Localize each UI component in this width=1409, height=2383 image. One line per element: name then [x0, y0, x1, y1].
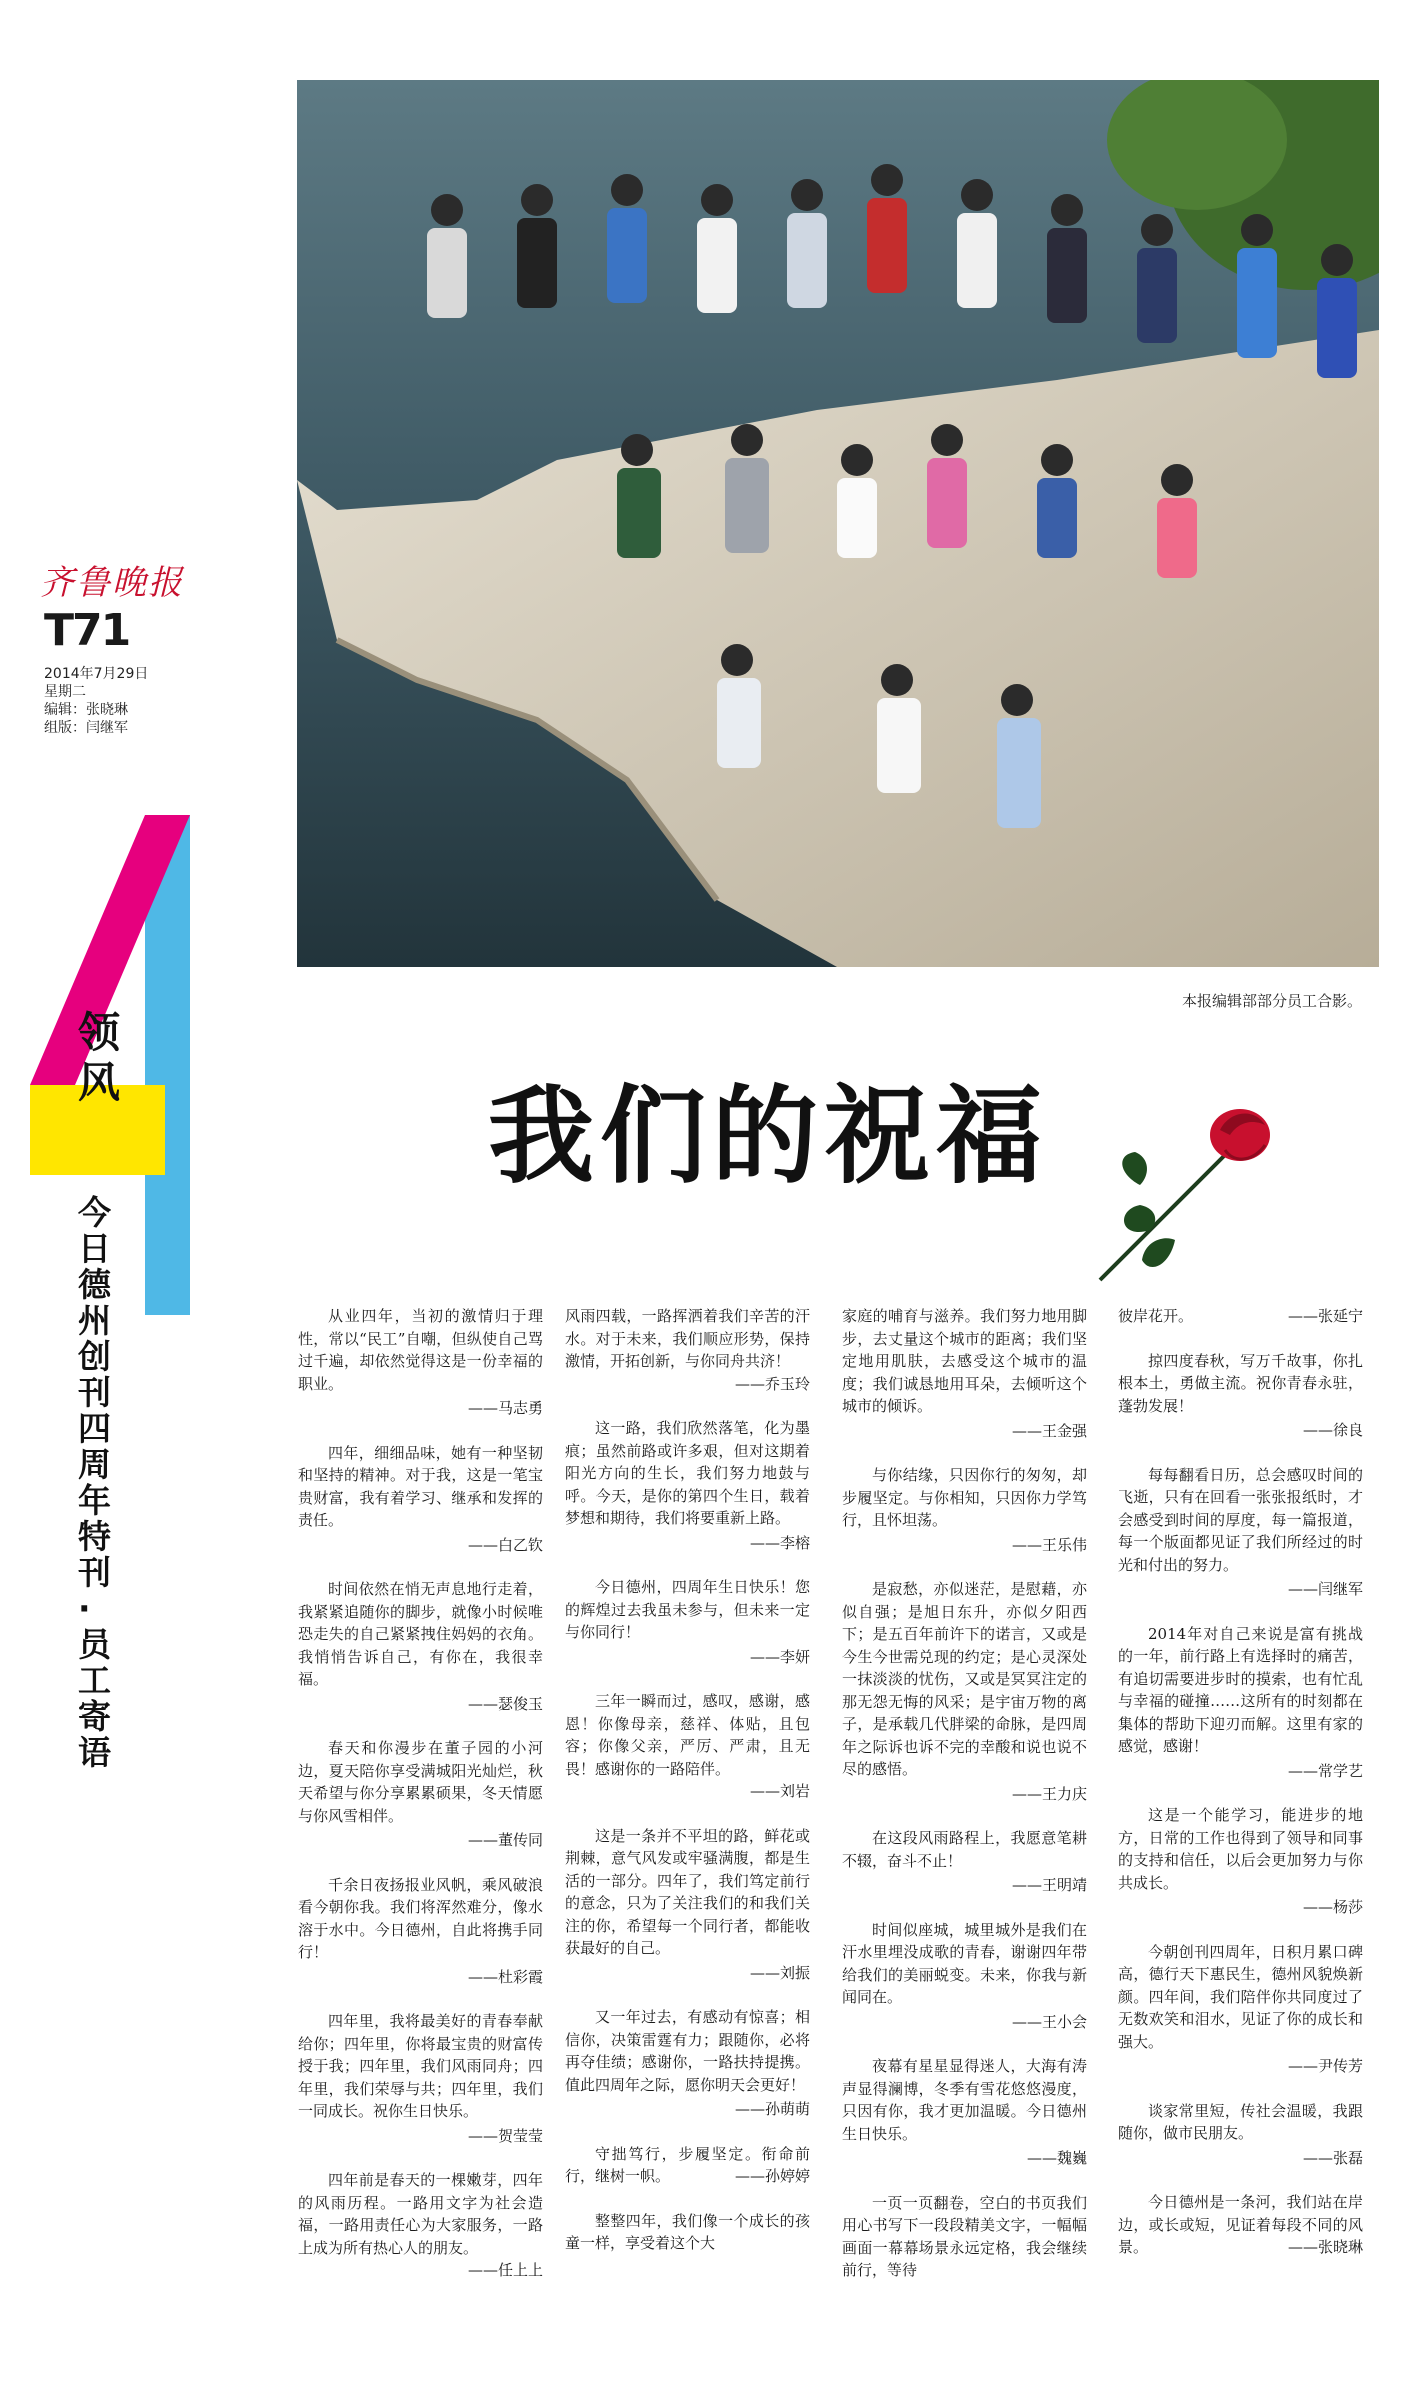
- message-entry: [565, 1690, 810, 1803]
- message-text: [1118, 1804, 1363, 1894]
- message-text: [1118, 1623, 1363, 1758]
- message-signature: ——马志勇: [467, 1399, 543, 1417]
- message-entry: [1118, 1804, 1363, 1919]
- message-text: [298, 1737, 543, 1827]
- message-entry: [1118, 1941, 1363, 2078]
- message-body: 每每翻看日历，总会感叹时间的飞逝，只有在回看一张张报纸时，才会感受到时间的厚度，每一篇报道，每一个版面都见证了我们所经过的时光和付出的努力。: [1118, 1465, 1363, 1574]
- message-entry: [842, 1305, 1087, 1442]
- message-text: [298, 1442, 543, 1532]
- message-text: [1118, 1941, 1363, 2054]
- message-signature: ——王力庆: [1011, 1784, 1087, 1803]
- message-entry: [842, 1578, 1087, 1805]
- message-signature: ——李榕: [749, 1533, 810, 1552]
- message-text: [565, 1305, 810, 1393]
- message-entry: [565, 1576, 810, 1668]
- message-body: 谈家常里短，传社会温暖，我跟随你，做市民朋友。: [1118, 2101, 1363, 2142]
- message-entry: [1118, 1305, 1363, 1328]
- message-signature: ——尹传芳: [1287, 2057, 1363, 2075]
- message-text: [565, 2006, 810, 2096]
- message-signature: ——贺莹莹: [467, 2126, 543, 2145]
- message-body: 今日德州是一条河，我们站在岸边，或长或短，见证着每段不同的风景。: [1118, 2193, 1363, 2256]
- article-column-2: [565, 1305, 810, 2277]
- message-signature: ——刘振: [749, 1963, 810, 1982]
- message-body: 四年，细细品味，她有一种坚韧和坚持的精神。对于我，这是一笔宝贵财富，我有着学习、继承和发挥的责任。: [298, 1443, 543, 1529]
- message-text: [298, 2010, 543, 2123]
- message-entry: [298, 2169, 543, 2282]
- message-text: [298, 1305, 543, 1395]
- message-body: 守拙笃行，步履坚定。衔命前行，继树一帜。: [565, 2144, 810, 2185]
- message-entry: [298, 1305, 543, 1420]
- message-entry: [1118, 1464, 1363, 1601]
- message-signature: ——张晓琳: [1287, 2238, 1363, 2256]
- message-signature: ——王乐伟: [1011, 1535, 1087, 1554]
- message-text: [842, 1919, 1087, 2009]
- staff-group-photo: [297, 80, 1379, 967]
- rose-icon: [1080, 1090, 1280, 1290]
- message-body: 是寂愁，亦似迷茫，是慰藉，亦似自强；是旭日东升，亦似夕阳西下；是五百年前许下的诺言，又或是今生今世需兑现的约定；是心灵深处一抹淡淡的忧伤，又或是冥冥注定的那无怨无悔的风采；是宇宙万物的离子，是承载几代胖梁的命脉，是四周年之际诉也诉不完的幸酸和说也说不尽的感悟。: [842, 1580, 1087, 1778]
- message-body: 彼岸花开。: [1118, 1307, 1194, 1325]
- message-body: 又一年过去，有感动有惊喜；相信你，决策雷霆有力；跟随你，必将再夺佳绩；感谢你，一路扶持提携。值此四周年之际，愿你明天会更好！: [565, 2008, 810, 2094]
- message-body: 四年前是春天的一棵嫩芽，四年的风雨历程。一路用文字为社会造福，一路用责任心为大家服务，一路上成为所有热心人的朋友。: [298, 2171, 543, 2257]
- issue-weekday: 星期二: [44, 684, 86, 700]
- section-name: 领风: [78, 1008, 121, 1107]
- message-signature: ——王小会: [1011, 2012, 1087, 2031]
- message-body: 今朝创刊四周年，日积月累口碑高，德行天下惠民生，德州风貌焕新颜。四年间，我们陪伴你共同度过了无数欢笑和泪水，见证了你的成长和强大。: [1118, 1942, 1363, 2051]
- message-text: [565, 1576, 810, 1644]
- message-signature: ——徐良: [1302, 1421, 1363, 1439]
- message-signature: ——杜彩霞: [467, 1967, 543, 1986]
- message-entry: [842, 2192, 1087, 2282]
- message-body: 与你结缘，只因你行的匆匆，却步履坚定。与你相知，只因你力学笃行，且怀坦荡。: [842, 1466, 1087, 1529]
- message-body: 从业四年，当初的激情归于理性，常以“民工”自嘲，但纵使自己骂过千遍，却依然觉得这是一份幸福的职业。: [298, 1307, 543, 1393]
- message-entry: [842, 1919, 1087, 2034]
- special-issue-title: 今日德州创刊四周年特刊·员工寄语: [78, 1193, 111, 1772]
- message-text: [842, 1464, 1087, 1532]
- message-signature: ——任上上: [467, 2261, 543, 2279]
- message-entry: [565, 2006, 810, 2121]
- message-signature: ——孙婷婷: [734, 2167, 810, 2185]
- message-body: 春天和你漫步在董子园的小河边，夏天陪你享受满城阳光灿烂，秋天希望与你分享累累硕果，冬天情愿与你风雪相伴。: [298, 1739, 543, 1825]
- message-text: [842, 1827, 1087, 1872]
- message-signature: ——李妍: [749, 1647, 810, 1666]
- message-text: [298, 1874, 543, 1964]
- message-text: [842, 1305, 1087, 1418]
- message-body: 风雨四载，一路挥洒着我们辛苦的汗水。对于未来，我们顺应形势，保持激情，开拓创新，与你同舟共济！: [565, 1307, 810, 1370]
- message-entry: [842, 1464, 1087, 1556]
- message-text: [1118, 2191, 1363, 2259]
- message-entry: [298, 1578, 543, 1715]
- article-column-3: [842, 1305, 1087, 2304]
- newspaper-logo: 齐鲁晚报: [40, 563, 184, 603]
- message-text: [842, 1578, 1087, 1781]
- page-number: T71: [44, 605, 130, 656]
- message-entry: [298, 1442, 543, 1557]
- message-entry: [298, 1874, 543, 1989]
- message-body: 掠四度春秋，写万千故事，你扎根本土，勇做主流。祝你青春永驻，蓬勃发展！: [1118, 1351, 1363, 1415]
- message-text: [1118, 2100, 1363, 2145]
- editor-credit: 编辑：张晓琳: [44, 702, 128, 718]
- message-text: [565, 1825, 810, 1960]
- message-body: 整整四年，我们像一个成长的孩童一样，享受着这个大: [565, 2211, 810, 2252]
- message-entry: [298, 2010, 543, 2147]
- message-signature: ——魏巍: [1026, 2149, 1087, 2167]
- message-body: 时间似座城，城里城外是我们在汗水里埋没成歌的青春，谢谢四年带给我们的美丽蜕变。未来，你我与新闻同在。: [842, 1920, 1087, 2006]
- layout-credit: 组版：闫继军: [44, 720, 128, 736]
- message-signature: ——孙萌萌: [734, 2100, 810, 2118]
- message-text: [842, 2055, 1087, 2145]
- message-entry: [1118, 2191, 1363, 2259]
- message-signature: ——王金强: [1011, 1421, 1087, 1440]
- message-body: 2014年对自己来说是富有挑战的一年，前行路上有选择时的痛苦，有追切需要进步时的摸索，也有忙乱与幸福的碰撞……这所有的时刻都在集体的帮助下迎刃而解。这里有家的感觉，感谢！: [1118, 1624, 1363, 1755]
- message-text: [565, 2143, 810, 2188]
- message-body: 在这段风雨路程上，我愿意笔耕不辍，奋斗不止！: [842, 1829, 1087, 1870]
- message-entry: [1118, 1623, 1363, 1783]
- article-column-4: [1118, 1305, 1363, 2281]
- message-entry: [565, 1417, 810, 1554]
- message-body: 夜幕有星星显得迷人，大海有涛声显得澜博，冬季有雪花悠悠漫度，只因有你，我才更加温暖。今日德州生日快乐。: [842, 2057, 1087, 2143]
- issue-date: 2014年7月29日: [44, 666, 149, 682]
- message-entry: [298, 1737, 543, 1852]
- message-signature: ——张延宁: [1287, 1307, 1363, 1325]
- message-signature: ——刘岩: [749, 1782, 810, 1800]
- message-body: 家庭的哺育与滋养。我们努力地用脚步，去丈量这个城市的距离；我们坚定地用肌肤，去感受这个城市的温度；我们诚恳地用耳朵，去倾听这个城市的倾诉。: [842, 1307, 1087, 1415]
- message-body: 今日德州，四周年生日快乐！您的辉煌过去我虽未参与，但未来一定与你同行！: [565, 1578, 810, 1641]
- photo-caption: 本报编辑部部分员工合影。: [1181, 992, 1362, 1010]
- message-text: [842, 2192, 1087, 2282]
- message-body: 千余日夜扬报业风帆，乘风破浪看今朝你我。我们将浑然难分，像水溶于水中。今日德州，自此将携手同行！: [298, 1875, 543, 1961]
- message-text: [298, 1578, 543, 1691]
- message-body: 这是一条并不平坦的路，鲜花或荆棘，意气风发或牢骚满腹，都是生活的一部分。四年了，我们笃定前行的意念，只为了关注我们的和我们关注的你，希望每一个同行者，都能收获最好的自己。: [565, 1826, 810, 1957]
- message-text: [1118, 1464, 1363, 1577]
- message-text: [1118, 1305, 1363, 1328]
- message-body: 三年一瞬而过，感叹，感谢，感恩！你像母亲，慈祥、体贴，且包容；你像父亲，严厉、严肃，且无畏！感谢你的一路陪伴。: [565, 1692, 810, 1778]
- message-entry: [565, 1305, 810, 1395]
- message-signature: ——常学艺: [1287, 1761, 1363, 1780]
- headline: 我们的祝福: [488, 1073, 1048, 1198]
- message-signature: ——乔玉玲: [734, 1374, 810, 1393]
- message-body: 这一路，我们欣然落笔，化为墨痕；虽然前路或许多艰，但对这期着阳光方向的生长，我们努力地鼓与呼。今天，是你的第四个生日，载着梦想和期待，我们将要重新上路。: [565, 1419, 810, 1527]
- message-entry: [842, 1827, 1087, 1897]
- message-signature: ——张磊: [1302, 2148, 1363, 2167]
- message-signature: ——董传同: [467, 1831, 543, 1849]
- issue-meta: [44, 665, 148, 737]
- message-entry: [842, 2055, 1087, 2170]
- message-entry: [1118, 2100, 1363, 2170]
- message-text: [565, 1690, 810, 1800]
- message-text: [565, 2210, 810, 2255]
- message-signature: ——王明靖: [1011, 1876, 1087, 1894]
- message-entry: [565, 2210, 810, 2255]
- message-body: 四年里，我将最美好的青春奉献给你；四年里，你将最宝贵的财富传授于我；四年里，我们风雨同舟；四年里，我们荣辱与共；四年里，我们一同成长。祝你生日快乐。: [298, 2012, 543, 2120]
- message-text: [298, 2169, 543, 2279]
- message-signature: ——闫继军: [1287, 1580, 1363, 1598]
- message-body: 这是一个能学习，能进步的地方，日常的工作也得到了领导和同事的支持和信任，以后会更加努力与你共成长。: [1118, 1806, 1363, 1892]
- message-entry: [565, 2143, 810, 2188]
- message-text: [565, 1417, 810, 1530]
- message-entry: [1118, 1350, 1363, 1442]
- message-signature: ——白乙钦: [467, 1535, 543, 1554]
- message-signature: ——杨莎: [1302, 1898, 1363, 1916]
- message-signature: ——瑟俊玉: [467, 1694, 543, 1713]
- article-column-1: [298, 1305, 543, 2304]
- message-entry: [565, 1825, 810, 1985]
- message-body: 时间依然在悄无声息地行走着，我紧紧追随你的脚步，就像小时候唯恐走失的自己紧紧拽住妈妈的衣角。我悄悄告诉自己，有你在，我很幸福。: [298, 1580, 543, 1688]
- message-text: [1118, 1350, 1363, 1418]
- message-body: 一页一页翻卷，空白的书页我们用心书写下一段段精美文字，一幅幅画面一幕幕场景永远定格，我会继续前行，等待: [842, 2193, 1087, 2279]
